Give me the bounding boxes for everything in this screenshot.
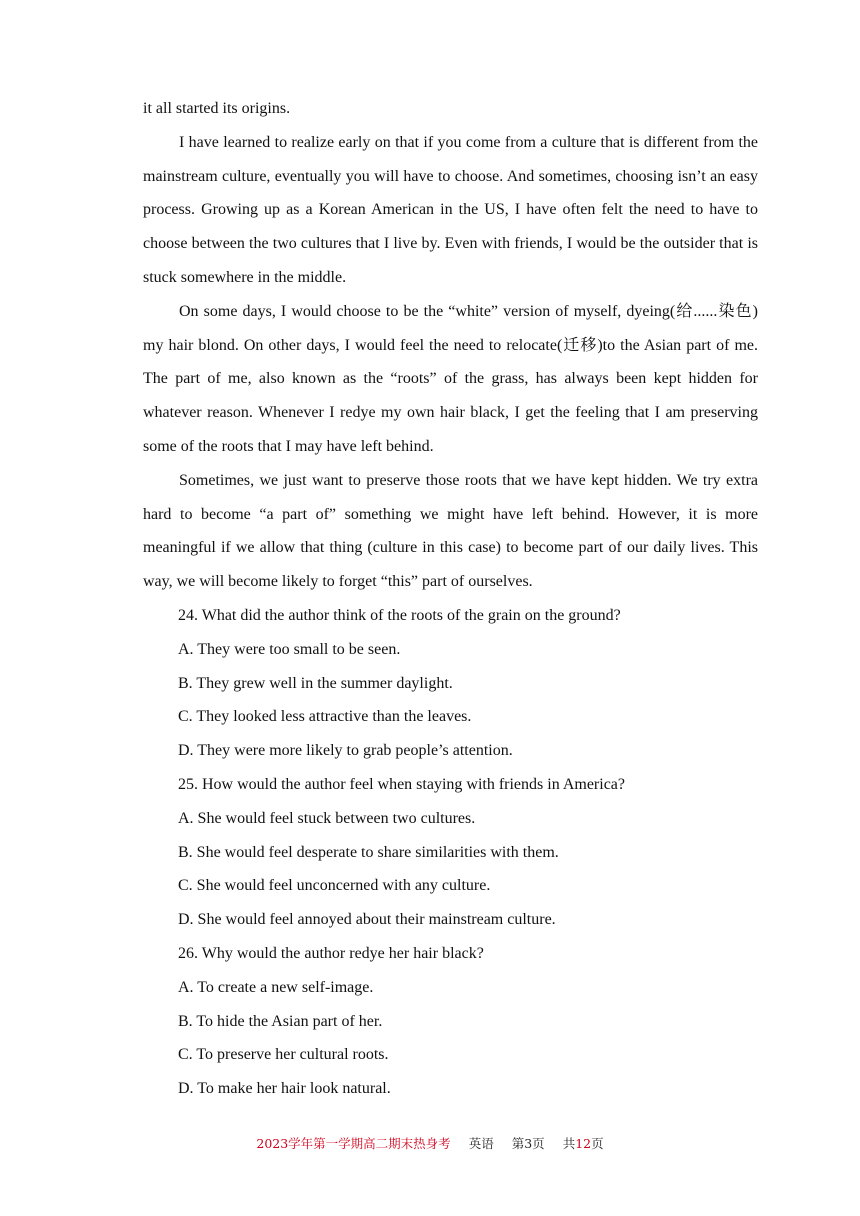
answer-option: A. To create a new self-image. <box>178 978 374 996</box>
passage-paragraph-0: it all started its origins. <box>143 100 291 117</box>
answer-option: B. To hide the Asian part of her. <box>178 1012 383 1030</box>
answer-option: C. They looked less attractive than the leaves. <box>178 708 472 726</box>
answer-option: A. They were too small to be seen. <box>178 640 401 658</box>
subject-label: 英语 <box>468 1136 494 1151</box>
answer-option: D. To make her hair look natural. <box>178 1080 391 1098</box>
page-indicator: 第3页 <box>511 1136 545 1151</box>
page-footer <box>0 1134 860 1152</box>
exam-title: 2023学年第一学期高二期末热身考 <box>256 1136 451 1151</box>
question-26 <box>143 937 758 1106</box>
page-number: 3 <box>524 1136 533 1151</box>
answer-option: D. They were more likely to grab people’s attention. <box>178 742 513 760</box>
answer-option: A. She would feel stuck between two cultures. <box>178 809 476 827</box>
answer-option: B. She would feel desperate to share similarities with them. <box>178 843 559 861</box>
answer-option: C. To preserve her cultural roots. <box>178 1046 389 1064</box>
passage-paragraph-3: Sometimes, we just want to preserve those roots that we have kept hidden. We try extra hard to become “a part of” something we might have left behind. However, it is more meaningful if we allow that thing (culture in this case) to become part of our daily lives. This way, we will become likely to forget “this” part of ourselves. <box>143 471 758 591</box>
total-pages-indicator: 共12页 <box>562 1136 604 1151</box>
question-stem: 26. Why would the author redye her hair black? <box>178 944 484 962</box>
reading-passage <box>143 92 758 1106</box>
question-25 <box>143 768 758 937</box>
answer-option: D. She would feel annoyed about their mainstream culture. <box>178 911 556 929</box>
total-pages: 12 <box>575 1136 592 1151</box>
passage-paragraph-2: On some days, I would choose to be the “white” version of myself, dyeing(给......染色) my hair blond. On other days, I would feel the need to relocate(迁移)to the Asian part of me. The part of me, also known as the “roots” of the grass, has always been kept hidden for whatever reason. Whenever I redye my own hair black, I get the feeling that I am preserving some of the roots that I may have left behind. <box>143 302 758 455</box>
question-24 <box>143 599 758 768</box>
answer-option: B. They grew well in the summer daylight. <box>178 674 453 692</box>
passage-paragraph-1: I have learned to realize early on that if you come from a culture that is different from the mainstream culture, eventually you will have to choose. And sometimes, choosing isn’t an easy process. Growing up as a Korean American in the US, I have often felt the need to have to choose between the two cultures that I live by. Even with friends, I would be the outsider that is stuck somewhere in the middle. <box>143 133 758 286</box>
answer-option: C. She would feel unconcerned with any culture. <box>178 877 491 895</box>
question-stem: 24. What did the author think of the roots of the grain on the ground? <box>178 606 621 624</box>
question-stem: 25. How would the author feel when staying with friends in America? <box>178 775 625 793</box>
